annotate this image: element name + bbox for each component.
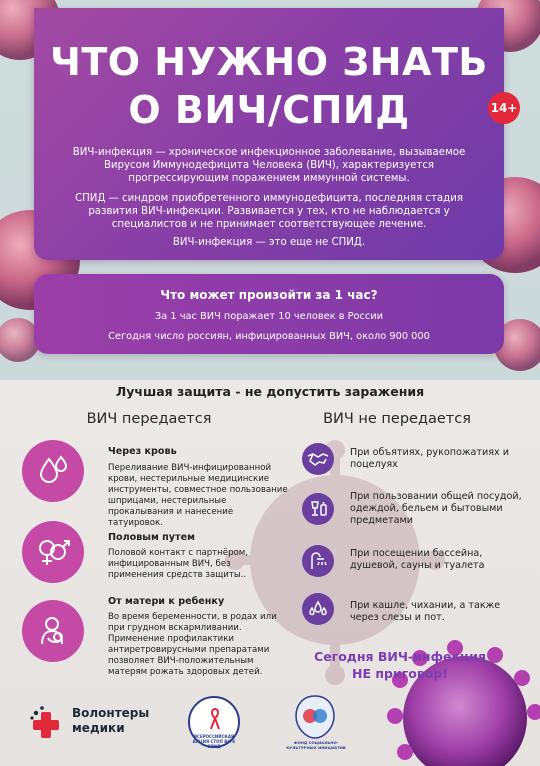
transmitted-text-sexual: Половой контакт с партнёром, инфицированным ВИЧ, без применения средств защиты..	[108, 548, 249, 580]
stop-hiv-campaign-logo	[188, 696, 240, 748]
campaign-logo-text: ВСЕРОССИЙСКАЯ АКЦИЯ СТОП ВИЧ/СПИД	[192, 734, 236, 749]
one-hour-card	[34, 274, 504, 354]
one-hour-title: Что может произойти за 1 час?	[160, 288, 378, 302]
page-title	[34, 38, 504, 134]
one-hour-fact-2: Сегодня число россиян, инфицированных ВИЧ, около 900 000	[108, 331, 430, 342]
volunteers-logo-line-1: Волонтеры	[72, 706, 150, 720]
gender-symbols-icon	[22, 521, 84, 583]
not-transmitted-text-pool: При посещении бассейна, душевой, сауны и туалета	[350, 548, 485, 571]
not-transmitted-text-cough: При кашле, чихании, а также через слезы и пот.	[350, 600, 501, 623]
intro-card	[34, 8, 518, 260]
aids-definition-text: СПИД — синдром приобретенного иммунодефицита, последняя стадия развития ВИЧ-инфекции. Развивается у тех, кто не наблюдается у специалистов и не принимает соответствующее лечение.	[75, 193, 463, 230]
not-transmitted-column-title: ВИЧ не передается	[323, 411, 471, 427]
verdict-line-1: Сегодня ВИЧ-инфекция	[314, 649, 486, 664]
foundation-logo-text: ФОНД СОЦИАЛЬНО-КУЛЬТУРНЫХ ИНИЦИАТИВ	[286, 740, 346, 750]
verdict-line-2: НЕ приговор!	[352, 666, 448, 681]
mother-child-icon	[22, 600, 84, 662]
section-title: Лучшая защита - не допустить заражения	[115, 384, 425, 399]
transmitted-heading-sexual: Половым путем	[108, 532, 195, 543]
household-items-icon	[302, 493, 334, 525]
hiv-not-aids-text: ВИЧ-инфекция — это еще не СПИД.	[172, 237, 366, 248]
blood-drops-icon	[22, 440, 84, 502]
not-transmitted-text-household: При пользовании общей посудой, одеждой, бельем и бытовыми предметами	[350, 491, 522, 526]
title-line-1: ЧТО НУЖНО ЗНАТЬ	[50, 40, 488, 84]
shower-icon	[302, 545, 334, 577]
transmitted-heading-blood: Через кровь	[108, 446, 177, 457]
foundation-logo	[286, 694, 346, 750]
foundation-emblem-icon	[292, 694, 338, 740]
red-cross-icon	[28, 704, 68, 740]
transmitted-text-mother: Во время беременности, в родах или при грудном вскармливании. Применение профилактики антиретровирусными препаратами позволяет ВИЧ-положительным матерям рожать здоровых детей.	[108, 612, 277, 677]
transmitted-text-blood: Переливание ВИЧ-инфицированной крови, нестерильные медицинские инструменты, совместное пользование шприцами, нестерильные прокалывания и нанесение татуировок.	[108, 463, 288, 528]
not-transmitted-text-hugs: При объятиях, рукопожатиях и поцелуях	[350, 447, 509, 470]
title-line-2: О ВИЧ/СПИД	[128, 88, 410, 132]
volunteers-medics-logo	[28, 704, 168, 740]
one-hour-fact-1: За 1 час ВИЧ поражает 10 человек в России	[155, 311, 383, 322]
red-ribbon-icon	[210, 708, 220, 730]
transmitted-heading-mother: От матери к ребенку	[108, 596, 225, 607]
age-rating-badge: 14+	[488, 92, 520, 124]
handshake-icon	[302, 443, 334, 475]
volunteers-logo-line-2: медики	[72, 721, 125, 735]
droplets-icon	[302, 593, 334, 625]
verdict-text	[300, 648, 500, 682]
hiv-definition-text: ВИЧ-инфекция — хроническое инфекционное заболевание, вызываемое Вирусом Иммунодефицита Человека (ВИЧ), характеризуется прогрессирующим поражением иммунной системы.	[72, 147, 466, 184]
transmitted-column-title: ВИЧ передается	[86, 411, 212, 427]
